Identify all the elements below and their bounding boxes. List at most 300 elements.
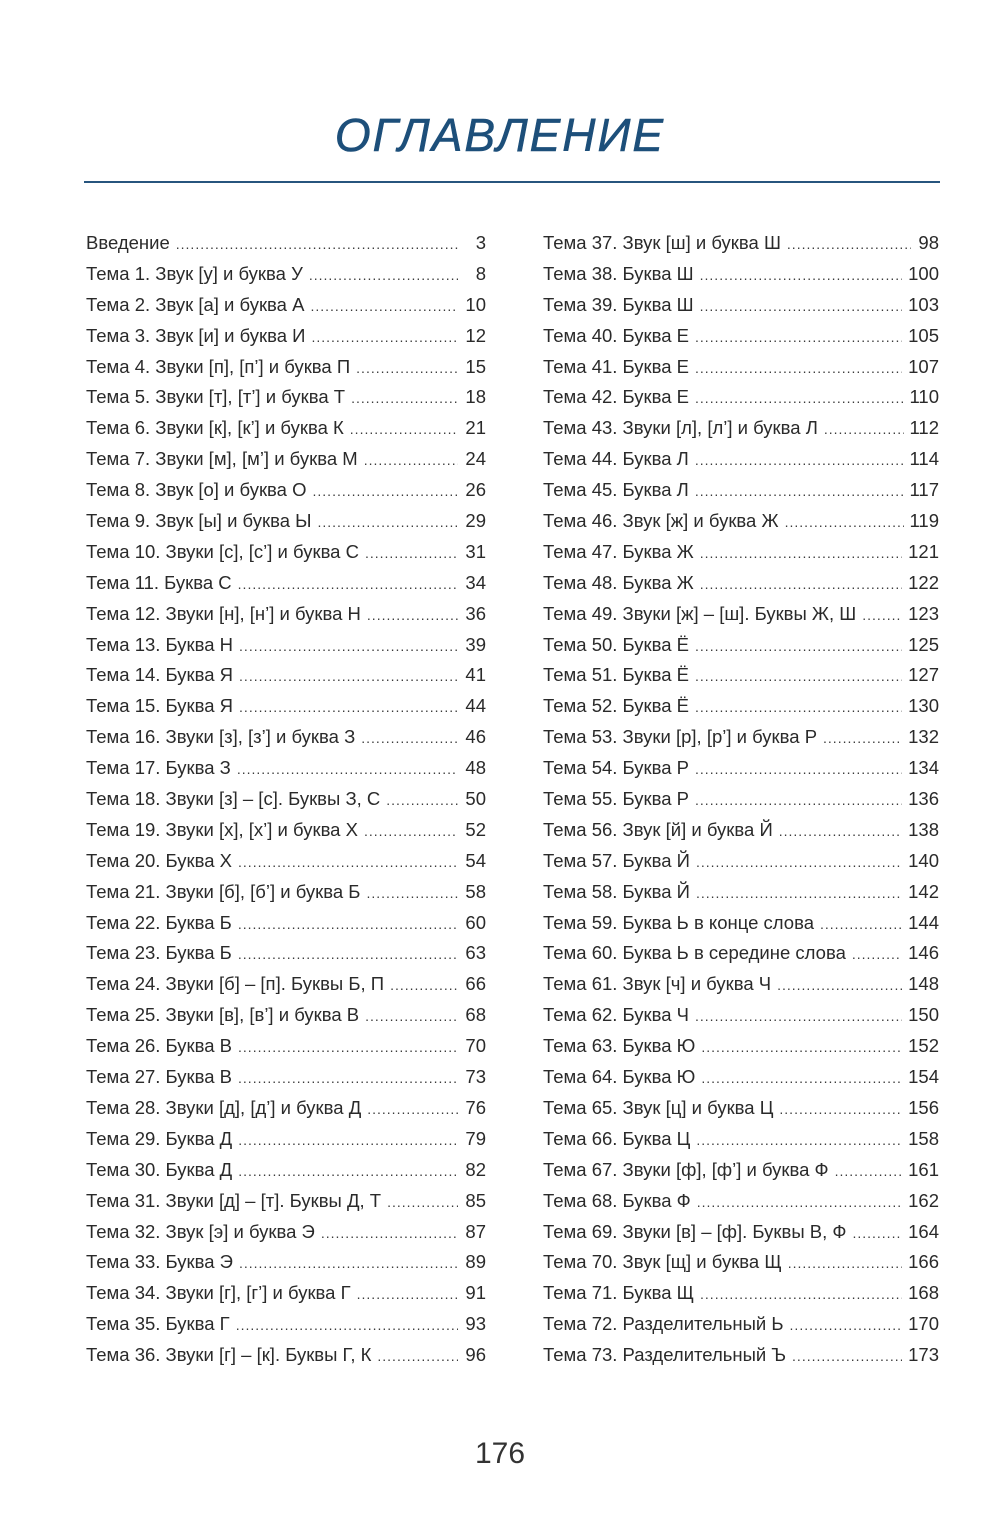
toc-entry[interactable] (86, 1278, 486, 1309)
toc-entry-label: Тема 65. Звук [ц] и буква Ц (543, 1096, 774, 1118)
toc-entry-label: Тема 27. Буква В (86, 1066, 233, 1088)
toc-entry-label: Тема 11. Буква С (86, 571, 232, 593)
dot-leader (852, 939, 902, 970)
toc-entry[interactable] (86, 1186, 486, 1217)
toc-entry-label: Тема 42. Буква Е (543, 386, 690, 408)
toc-column-right (543, 228, 939, 1371)
toc-entry-page: 3 (475, 232, 486, 253)
toc-entry-label: Тема 5. Звуки [т], [т’] и буква Т (86, 386, 346, 408)
dot-leader (361, 723, 458, 754)
toc-entry-label: Тема 10. Звуки [с], [с’] и буква С (86, 540, 359, 562)
toc-entry-label: Тема 56. Звук [й] и буква Й (543, 818, 773, 840)
toc-entry-page: 173 (908, 1344, 939, 1366)
toc-entry-page: 34 (465, 571, 486, 593)
toc-entry[interactable] (543, 413, 939, 444)
toc-entry[interactable] (86, 877, 486, 908)
dot-leader (777, 970, 902, 1001)
dot-leader (313, 476, 458, 507)
page-number: 176 (474, 1437, 526, 1470)
toc-entry-page: 132 (908, 726, 939, 748)
toc-entry-label: Тема 44. Буква Л (543, 448, 689, 470)
toc-entry[interactable] (543, 815, 939, 846)
toc-entry[interactable] (86, 228, 486, 259)
dot-leader (239, 692, 458, 723)
toc-entry-label: Тема 51. Буква Ё (543, 664, 690, 686)
toc-entry[interactable] (86, 475, 486, 506)
toc-entry[interactable] (86, 1155, 486, 1186)
dot-leader (238, 1156, 458, 1187)
toc-entry-page: 66 (465, 973, 486, 995)
toc-entry-page: 150 (908, 1004, 939, 1026)
toc-entry[interactable] (543, 352, 939, 383)
toc-entry-label: Тема 32. Звук [э] и буква Э (86, 1220, 315, 1242)
toc-entry-label: Тема 70. Звук [щ] и буква Щ (543, 1251, 782, 1273)
dot-leader (238, 1032, 458, 1063)
toc-entry-label: Тема 53. Звуки [р], [р’] и буква Р (543, 726, 818, 748)
toc-entry-label: Тема 36. Звуки [г] – [к]. Буквы Г, К (86, 1344, 372, 1366)
toc-entry-label: Тема 4. Звуки [п], [п’] и буква П (86, 355, 351, 377)
toc-entry-page: 161 (908, 1158, 939, 1180)
toc-entry-page: 123 (908, 602, 939, 624)
dot-leader (700, 260, 902, 291)
toc-entry-label: Тема 30. Буква Д (86, 1158, 233, 1180)
toc-entry-page: 73 (465, 1066, 486, 1088)
toc-entry[interactable] (543, 877, 939, 908)
dot-leader (239, 631, 458, 662)
toc-entry[interactable] (543, 475, 939, 506)
dot-leader (695, 692, 902, 723)
toc-entry-label: Тема 69. Звуки [в] – [ф]. Буквы В, Ф (543, 1220, 847, 1242)
toc-entry-page: 156 (908, 1096, 939, 1118)
toc-entry-label: Тема 33. Буква Э (86, 1251, 233, 1273)
toc-entry-label: Тема 41. Буква Е (543, 355, 690, 377)
toc-entry-label: Тема 47. Буква Ж (543, 540, 694, 562)
toc-entry[interactable] (543, 1217, 939, 1248)
toc-entry-label: Тема 2. Звук [а] и буква А (86, 293, 305, 315)
dot-leader (238, 939, 458, 970)
dot-leader (321, 1218, 458, 1249)
dot-leader (236, 1310, 458, 1341)
toc-entry-page: 36 (465, 602, 486, 624)
toc-entry[interactable] (86, 413, 486, 444)
dot-leader (695, 322, 902, 353)
toc-entry[interactable] (543, 938, 939, 969)
toc-entry-page: 31 (465, 540, 486, 562)
toc-entry-label: Тема 62. Буква Ч (543, 1004, 690, 1026)
toc-entry-label: Тема 13. Буква Н (86, 633, 234, 655)
toc-entry-page: 60 (465, 911, 486, 933)
toc-entry-label: Тема 18. Звуки [з] – [с]. Буквы З, С (86, 788, 381, 810)
toc-entry-page: 54 (465, 849, 486, 871)
toc-entry[interactable] (86, 537, 486, 568)
dot-leader (700, 538, 902, 569)
dot-leader (238, 1125, 458, 1156)
dot-leader (852, 1218, 902, 1249)
toc-entry-page: 130 (908, 695, 939, 717)
toc-entry[interactable] (86, 1093, 486, 1124)
toc-entry-page: 89 (465, 1251, 486, 1273)
toc-entry[interactable] (86, 722, 486, 753)
toc-entry[interactable] (86, 1062, 486, 1093)
toc-entry-label: Тема 24. Звуки [б] – [п]. Буквы Б, П (86, 973, 385, 995)
toc-entry-page: 41 (465, 664, 486, 686)
dot-leader (377, 1341, 458, 1372)
dot-leader (366, 878, 458, 909)
dot-leader (862, 600, 902, 631)
toc-entry[interactable] (86, 969, 486, 1000)
toc-entry[interactable] (86, 938, 486, 969)
toc-entry-label: Тема 40. Буква Е (543, 324, 690, 346)
toc-entry-label: Тема 19. Звуки [х], [х’] и буква Х (86, 818, 358, 840)
dot-leader (176, 229, 458, 260)
toc-entry[interactable] (543, 1093, 939, 1124)
page-title: ОГЛАВЛЕНИЕ (334, 109, 666, 161)
toc-entry[interactable] (543, 290, 939, 321)
toc-entry[interactable] (86, 1217, 486, 1248)
toc-entry-label: Тема 63. Буква Ю (543, 1035, 696, 1057)
toc-entry-label: Тема 23. Буква Б (86, 942, 232, 964)
toc-entry[interactable] (543, 691, 939, 722)
toc-entry-page: 122 (908, 571, 939, 593)
toc-entry-label: Тема 3. Звук [и] и буква И (86, 324, 306, 346)
toc-entry-page: 105 (908, 324, 939, 346)
dot-leader (697, 1187, 902, 1218)
toc-entry[interactable] (543, 1309, 939, 1340)
title-underline (84, 181, 940, 183)
toc-entry-page: 96 (465, 1344, 486, 1366)
dot-leader (365, 1001, 458, 1032)
dot-leader (237, 754, 458, 785)
toc-entry-page: 46 (465, 726, 486, 748)
toc-entry-page: 15 (465, 355, 486, 377)
dot-leader (311, 322, 458, 353)
toc-entry-label: Тема 22. Буква Б (86, 911, 232, 933)
toc-entry-label: Тема 6. Звуки [к], [к’] и буква К (86, 417, 344, 439)
toc-entry-page: 52 (465, 818, 486, 840)
toc-entry-label: Тема 54. Буква Р (543, 757, 690, 779)
toc-entry-page: 70 (465, 1035, 486, 1057)
toc-entry[interactable] (86, 1031, 486, 1062)
toc-entry-page: 166 (908, 1251, 939, 1273)
toc-entry-page: 98 (918, 232, 939, 253)
toc-entry-page: 18 (465, 386, 486, 408)
dot-leader (695, 383, 903, 414)
dot-leader (310, 291, 458, 322)
toc-entry-page: 10 (465, 293, 486, 315)
toc-entry-page: 148 (908, 973, 939, 995)
dot-leader (356, 353, 458, 384)
toc-entry[interactable] (86, 506, 486, 537)
toc-entry-label: Тема 29. Буква Д (86, 1127, 233, 1149)
toc-entry-page: 138 (908, 818, 939, 840)
toc-entry[interactable] (543, 321, 939, 352)
dot-leader (779, 816, 902, 847)
toc-entry[interactable] (86, 259, 486, 290)
toc-entry[interactable] (543, 228, 939, 259)
toc-entry[interactable] (86, 382, 486, 413)
toc-entry-label: Тема 52. Буква Ё (543, 695, 690, 717)
toc-entry-page: 68 (465, 1004, 486, 1026)
toc-entry-label: Тема 15. Буква Я (86, 695, 234, 717)
toc-entry-label: Тема 71. Буква Щ (543, 1282, 695, 1304)
toc-entry-page: 44 (465, 695, 486, 717)
toc-entry[interactable] (86, 1000, 486, 1031)
toc-entry-page: 121 (908, 540, 939, 562)
dot-leader (695, 661, 902, 692)
toc-entry-label: Тема 31. Звуки [д] – [т]. Буквы Д, Т (86, 1189, 382, 1211)
toc-entry-label: Тема 28. Звуки [д], [д’] и буква Д (86, 1096, 362, 1118)
toc-entry[interactable] (543, 908, 939, 939)
toc-entry-label: Тема 66. Буква Ц (543, 1127, 691, 1149)
toc-entry[interactable] (543, 722, 939, 753)
toc-entry-label: Тема 49. Звуки [ж] – [ш]. Буквы Ж, Ш (543, 602, 857, 624)
toc-entry-page: 134 (908, 757, 939, 779)
dot-leader (695, 476, 904, 507)
toc-entry-label: Тема 8. Звук [о] и буква О (86, 479, 307, 501)
toc-entry-page: 100 (908, 262, 939, 284)
toc-entry-page: 50 (465, 788, 486, 810)
toc-entry[interactable] (543, 660, 939, 691)
toc-entry-page: 162 (908, 1189, 939, 1211)
toc-entry-page: 152 (908, 1035, 939, 1057)
toc-entry-label: Тема 61. Звук [ч] и буква Ч (543, 973, 772, 995)
dot-leader (790, 1310, 903, 1341)
toc-entry[interactable] (86, 784, 486, 815)
dot-leader (700, 1279, 902, 1310)
toc-entry-page: 164 (908, 1220, 939, 1242)
toc-entry[interactable] (543, 969, 939, 1000)
toc-entry-label: Тема 68. Буква Ф (543, 1189, 691, 1211)
toc-entry[interactable] (543, 1278, 939, 1309)
toc-entry[interactable] (86, 846, 486, 877)
dot-leader (785, 507, 904, 538)
toc-entry-label: Тема 72. Разделительный Ь (543, 1313, 784, 1335)
toc-entry-page: 12 (465, 324, 486, 346)
dot-leader (820, 909, 902, 940)
toc-entry-label: Тема 45. Буква Л (543, 479, 689, 501)
toc-entry-label: Тема 17. Буква З (86, 757, 231, 779)
dot-leader (700, 569, 902, 600)
toc-entry-label: Тема 39. Буква Ш (543, 293, 694, 315)
toc-entry-label: Тема 16. Звуки [з], [з’] и буква З (86, 726, 356, 748)
toc-entry-page: 39 (465, 633, 486, 655)
toc-entry-page: 146 (908, 942, 939, 964)
toc-entry[interactable] (543, 568, 939, 599)
toc-entry-label: Тема 43. Звуки [л], [л’] и буква Л (543, 417, 818, 439)
toc-entry[interactable] (86, 1309, 486, 1340)
toc-entry[interactable] (543, 382, 939, 413)
dot-leader (695, 445, 904, 476)
dot-leader (238, 847, 458, 878)
dot-leader (386, 785, 458, 816)
toc-entry-page: 117 (909, 479, 939, 501)
toc-entry[interactable] (86, 630, 486, 661)
toc-entry-label: Тема 12. Звуки [н], [н’] и буква Н (86, 602, 361, 624)
toc-entry[interactable] (86, 568, 486, 599)
toc-entry-page: 136 (908, 788, 939, 810)
toc-entry-label: Тема 50. Буква Ё (543, 633, 690, 655)
toc-entry[interactable] (543, 1062, 939, 1093)
dot-leader (357, 1279, 458, 1310)
dot-leader (238, 569, 458, 600)
toc-entry[interactable] (543, 1186, 939, 1217)
toc-entry-label: Тема 46. Звук [ж] и буква Ж (543, 510, 779, 532)
toc-entry-label: Тема 38. Буква Ш (543, 262, 694, 284)
dot-leader (701, 1063, 902, 1094)
toc-entry[interactable] (543, 1031, 939, 1062)
toc-entry-page: 58 (465, 880, 486, 902)
toc-entry-label: Тема 64. Буква Ю (543, 1066, 696, 1088)
toc-entry-page: 110 (909, 386, 939, 408)
toc-entry-page: 127 (908, 664, 939, 686)
toc-entry-label: Тема 73. Разделительный Ъ (543, 1344, 787, 1366)
toc-entry-page: 79 (465, 1127, 486, 1149)
toc-entry-page: 119 (909, 510, 939, 532)
toc-entry[interactable] (86, 290, 486, 321)
toc-entry[interactable] (86, 691, 486, 722)
toc-entry[interactable] (543, 599, 939, 630)
toc-entry-label: Тема 67. Звуки [ф], [ф’] и буква Ф (543, 1158, 829, 1180)
toc-entry[interactable] (86, 1247, 486, 1278)
toc-entry[interactable] (86, 1124, 486, 1155)
dot-leader (367, 1094, 458, 1125)
toc-entry[interactable] (86, 444, 486, 475)
dot-leader (390, 970, 458, 1001)
toc-entry[interactable] (543, 846, 939, 877)
toc-entry-label: Тема 14. Буква Я (86, 664, 234, 686)
toc-entry[interactable] (86, 815, 486, 846)
toc-entry[interactable] (86, 1340, 486, 1371)
toc-entry-page: 26 (465, 479, 486, 501)
dot-leader (238, 909, 458, 940)
toc-entry-label: Тема 37. Звук [ш] и буква Ш (543, 232, 781, 253)
toc-entry-page: 29 (465, 510, 486, 532)
dot-leader (700, 291, 902, 322)
toc-entry-page: 140 (908, 849, 939, 871)
toc-entry-label: Тема 35. Буква Г (86, 1313, 230, 1335)
toc-entry[interactable] (543, 1124, 939, 1155)
toc-entry-page: 87 (465, 1220, 486, 1242)
toc-entry-page: 170 (908, 1313, 939, 1335)
toc-entry[interactable] (543, 1000, 939, 1031)
toc-column-left (86, 228, 486, 1371)
toc-entry[interactable] (86, 321, 486, 352)
toc-entry-page: 144 (908, 911, 939, 933)
toc-entry[interactable] (543, 1247, 939, 1278)
toc-entry-page: 168 (908, 1282, 939, 1304)
toc-entry-label: Тема 55. Буква Р (543, 788, 690, 810)
toc-entry-page: 154 (908, 1066, 939, 1088)
dot-leader (351, 383, 458, 414)
toc-entry-page: 107 (908, 355, 939, 377)
toc-entry-label: Тема 60. Буква Ь в середине слова (543, 942, 846, 964)
dot-leader (695, 785, 902, 816)
toc-entry[interactable] (543, 1340, 939, 1371)
toc-entry[interactable] (543, 784, 939, 815)
dot-leader (792, 1341, 902, 1372)
toc-entry-label: Тема 9. Звук [ы] и буква Ы (86, 510, 312, 532)
toc-entry-page: 114 (909, 448, 939, 470)
dot-leader (835, 1156, 903, 1187)
dot-leader (238, 1063, 458, 1094)
toc-entry-label: Тема 21. Звуки [б], [б’] и буква Б (86, 880, 361, 902)
dot-leader (696, 1125, 902, 1156)
toc-entry-label: Тема 25. Звуки [в], [в’] и буква В (86, 1004, 360, 1026)
toc-entry[interactable] (543, 506, 939, 537)
toc-entry[interactable] (543, 1155, 939, 1186)
dot-leader (779, 1094, 902, 1125)
toc-entry[interactable] (543, 537, 939, 568)
dot-leader (787, 229, 911, 260)
toc-entry[interactable] (86, 753, 486, 784)
dot-leader (695, 353, 902, 384)
toc-entry-page: 24 (465, 448, 486, 470)
toc-entry[interactable] (86, 908, 486, 939)
dot-leader (696, 847, 902, 878)
dot-leader (367, 600, 458, 631)
toc-entry-label: Тема 26. Буква В (86, 1035, 233, 1057)
toc-entry-page: 93 (465, 1313, 486, 1335)
toc-entry-page: 48 (465, 757, 486, 779)
toc-entry-page: 125 (908, 633, 939, 655)
toc-entry-page: 85 (465, 1189, 486, 1211)
toc-entry-label: Введение (86, 232, 170, 253)
dot-leader (695, 631, 902, 662)
toc-entry-page: 21 (465, 417, 486, 439)
toc-entry[interactable] (86, 352, 486, 383)
dot-leader (365, 538, 458, 569)
toc-entry-label: Тема 58. Буква Й (543, 880, 690, 902)
dot-leader (364, 816, 458, 847)
dot-leader (696, 878, 902, 909)
toc-entry[interactable] (543, 630, 939, 661)
toc-entry[interactable] (86, 660, 486, 691)
toc-entry-page: 142 (908, 880, 939, 902)
dot-leader (695, 1001, 902, 1032)
toc-entry-page: 103 (908, 293, 939, 315)
toc-entry-label: Тема 34. Звуки [г], [г’] и буква Г (86, 1282, 351, 1304)
dot-leader (788, 1248, 902, 1279)
dot-leader (309, 260, 458, 291)
dot-leader (824, 414, 904, 445)
toc-entry[interactable] (543, 753, 939, 784)
toc-entry-label: Тема 48. Буква Ж (543, 571, 694, 593)
toc-entry-page: 158 (908, 1127, 939, 1149)
dot-leader (364, 445, 458, 476)
toc-entry[interactable] (86, 599, 486, 630)
toc-entry-page: 8 (475, 262, 486, 284)
dot-leader (387, 1187, 458, 1218)
dot-leader (823, 723, 902, 754)
toc-entry-label: Тема 1. Звук [у] и буква У (86, 262, 303, 284)
toc-entry-page: 63 (465, 942, 486, 964)
dot-leader (318, 507, 459, 538)
dot-leader (695, 754, 902, 785)
toc-entry-page: 82 (465, 1158, 486, 1180)
dot-leader (350, 414, 458, 445)
dot-leader (239, 661, 458, 692)
dot-leader (701, 1032, 902, 1063)
toc-entry-page: 91 (465, 1282, 486, 1304)
toc-entry-label: Тема 20. Буква Х (86, 849, 233, 871)
toc-entry-page: 112 (909, 417, 939, 439)
toc-entry-page: 76 (465, 1096, 486, 1118)
toc-entry[interactable] (543, 444, 939, 475)
dot-leader (239, 1248, 458, 1279)
toc-entry-label: Тема 7. Звуки [м], [м’] и буква М (86, 448, 358, 470)
toc-entry[interactable] (543, 259, 939, 290)
toc-entry-label: Тема 57. Буква Й (543, 849, 690, 871)
